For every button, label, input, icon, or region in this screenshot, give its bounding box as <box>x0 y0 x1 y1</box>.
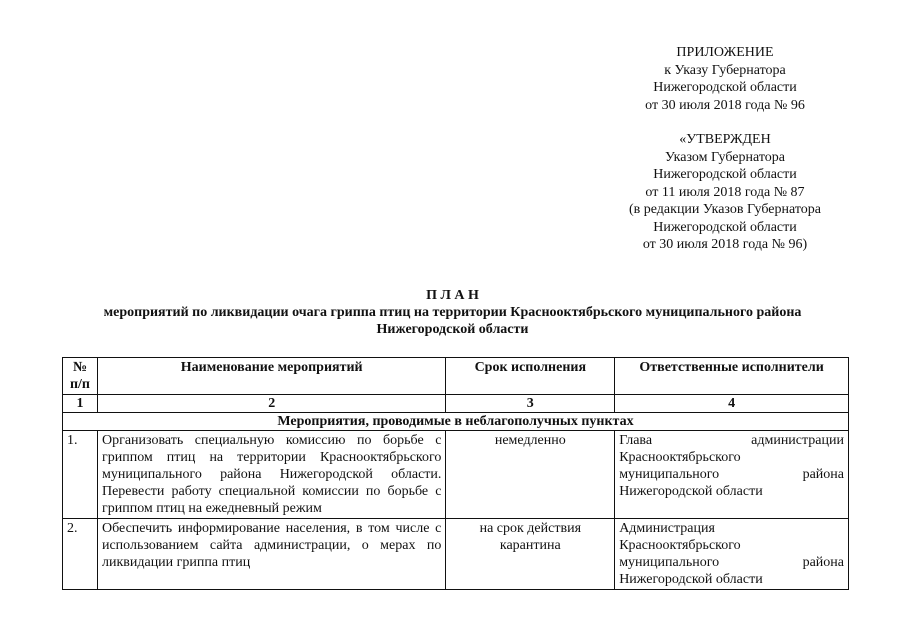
row-activity: Обеспечить информирование населения, в том числе с использованием сайта администрации, о мерах по ликвидации гриппа птиц <box>97 519 445 590</box>
column-number: 4 <box>615 395 849 413</box>
column-number: 1 <box>63 395 98 413</box>
responsible-text: Администрация <box>619 521 715 536</box>
responsible-text: Нижегородской области <box>619 572 763 587</box>
table-row <box>63 431 849 519</box>
appendix-line: Нижегородской области <box>653 80 797 95</box>
appendix-line: к Указу Губернатора <box>664 62 786 78</box>
row-number: 1. <box>63 431 98 519</box>
responsible-text: муниципального <box>619 555 720 570</box>
section-row <box>63 413 849 431</box>
approved-line: Нижегородской области <box>653 167 797 182</box>
responsible-text: Краснооктябрьского <box>619 450 741 465</box>
section-title: Мероприятия, проводимые в неблагополучных пунктах <box>63 413 849 431</box>
approved-line: от 11 июля 2018 года № 87 <box>645 184 805 200</box>
row-responsible <box>615 519 849 590</box>
row-responsible <box>615 431 849 519</box>
row-number: 2. <box>63 519 98 590</box>
table-row <box>63 519 849 590</box>
row-activity: Организовать специальную комиссию по борьбе с гриппом птиц на территории Краснооктябрьского муниципального района Нижегородской области. Перевести работу специальной комиссии по борьбе с гриппом птиц на ежедневный режим <box>97 431 445 519</box>
row-term: на срок действия карантина <box>446 519 615 590</box>
plan-subtitle: мероприятий по ликвидации очага гриппа птиц на территории Краснооктябрьского муниципального района Нижегородской области <box>103 305 802 337</box>
responsible-text: Краснооктябрьского <box>619 538 741 553</box>
plan-heading <box>0 287 905 338</box>
approved-line: Нижегородской области <box>653 219 797 235</box>
header-name: Наименование мероприятий <box>97 358 445 395</box>
header-num: № п/п <box>63 358 98 395</box>
appendix-block <box>620 44 830 254</box>
approved-line: от 30 июля 2018 года № 96) <box>642 237 808 252</box>
approved-title: «УТВЕРЖДЕН <box>679 132 771 147</box>
column-number-row <box>63 395 849 413</box>
responsible-text: района <box>802 555 844 570</box>
responsible-text: муниципального <box>619 467 720 482</box>
table-header-row <box>63 358 849 395</box>
approved-line: Указом Губернатора <box>664 149 786 165</box>
appendix-title: ПРИЛОЖЕНИЕ <box>676 45 774 60</box>
row-term: немедленно <box>446 431 615 519</box>
header-term: Срок исполнения <box>446 358 615 395</box>
plan-table <box>62 357 849 590</box>
responsible-text: района <box>802 467 844 482</box>
responsible-text: Нижегородской области <box>619 484 763 499</box>
column-number: 3 <box>446 395 615 413</box>
responsible-text: Глава <box>619 433 653 448</box>
appendix-line: от 30 июля 2018 года № 96 <box>645 97 805 113</box>
approved-line: (в редакции Указов Губернатора <box>629 202 821 217</box>
header-resp: Ответственные исполнители <box>615 358 849 395</box>
responsible-text: администрации <box>751 433 844 448</box>
plan-title: П Л А Н <box>426 288 479 303</box>
column-number: 2 <box>97 395 445 413</box>
